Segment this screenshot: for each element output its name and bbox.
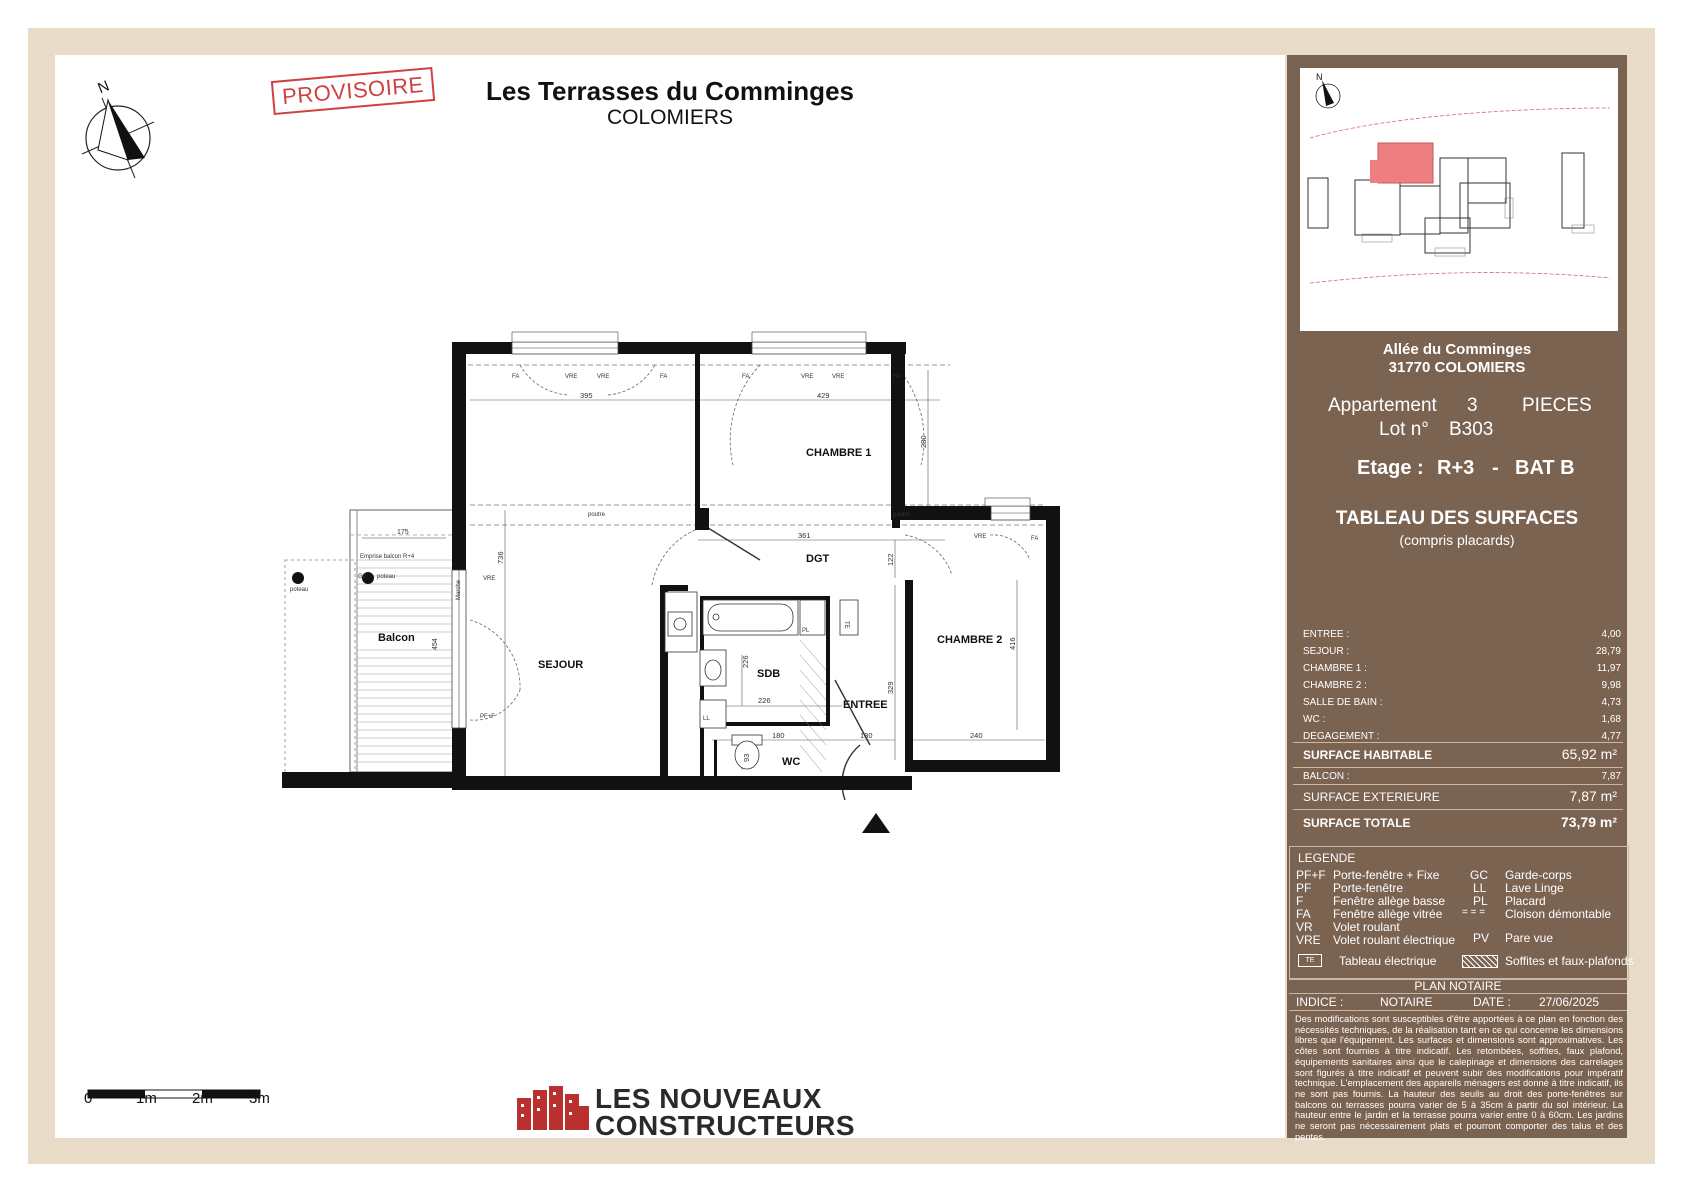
legend-text: Soffites et faux-plafonds (1505, 954, 1634, 968)
north-compass-icon (82, 77, 154, 178)
etage-label: Etage : (1357, 457, 1424, 479)
legend-text: Garde-corps (1505, 868, 1572, 882)
surface-label: ENTREE : (1303, 629, 1350, 640)
legend-soffite-swatch (1462, 955, 1498, 968)
building-location-map (1300, 68, 1618, 331)
nouveaux-constructeurs-logo-icon (515, 1084, 591, 1132)
project-city: COLOMIERS (606, 106, 734, 129)
emprise-label: Emprise balcon R+4 (360, 554, 415, 560)
batiment: BAT B (1515, 457, 1575, 479)
legend-code: F (1296, 894, 1304, 908)
legend-text: Fenêtre allège vitrée (1333, 907, 1443, 921)
surface-value: 1,68 (1601, 714, 1621, 725)
window-code: FA (893, 374, 901, 380)
window-code: VRE (565, 374, 578, 380)
legend-text: Lave Linge (1505, 881, 1564, 895)
beam-lines (468, 365, 1045, 525)
legend-text: Porte-fenêtre (1333, 881, 1404, 895)
legend-text: Tableau électrique (1339, 954, 1437, 968)
window-code: VRE (832, 374, 845, 380)
surface-label: CHAMBRE 2 : (1303, 680, 1367, 691)
surface-row (1303, 695, 1621, 711)
scale-label: 2m (192, 1090, 213, 1107)
room-label-entree: ENTREE (843, 699, 888, 711)
surface-exterieure-row (1293, 784, 1623, 810)
project-title: Les Terrasses du Comminges (486, 76, 854, 106)
surface-row (1303, 644, 1621, 660)
window-code: FA (512, 374, 520, 380)
room-label-balcon: Balcon (378, 632, 415, 644)
disclaimer-text: Des modifications sont susceptibles d'être apportées à ce plan en fonction des nécessités techniques, de la réalisation tant en ce qui concerne les dimensions libres que l'équipement. Les surfaces et dimensions sont approximatives. Les côtes sont fournies à titre indicatif. Les retombées, soffites, faux plafond, équipements sanitaires ainsi que le calepinage et dimensions des carrelages sont figurés à titre indicatif et peuvent subir des modifications pour impératif technique. L'emplacement des appareils ménagers est donné à titre indicatif, ils ne sont pas fournis. La hauteur des seuils au droit des porte-fenêtres sur balcons ou terrasses pourra varier de 5 à 35cm à partir du sol intérieur. La hauteur entre le jardin et la terrasse pourra varier entre 0 à 60cm. Les jardins ne seront pas nécessairement plats et pourront comporter des talus et des pentes. (1295, 1014, 1623, 1142)
dim-label: 180 (772, 731, 785, 740)
date-label: DATE : (1473, 995, 1511, 1009)
dim-label: 416 (1008, 637, 1017, 650)
surface-label: WC : (1303, 714, 1326, 725)
surface-row (1303, 627, 1621, 643)
window-code: VRE (597, 374, 610, 380)
dim-label: 175 (397, 529, 409, 536)
compass-north-label: N (95, 77, 112, 98)
etage-separator: - (1492, 457, 1499, 479)
date-value: 27/06/2025 (1539, 995, 1600, 1009)
surface-row (1303, 661, 1621, 677)
legend-text: Cloison démontable (1505, 907, 1612, 921)
room-label-chambre2: CHAMBRE 2 (937, 634, 1003, 646)
legend-text: Volet roulant (1333, 920, 1400, 934)
legend-code: PL (1473, 894, 1488, 908)
surfaces-table-subtitle: (compris placards) (1399, 532, 1515, 548)
window-code: FA (660, 374, 668, 380)
room-label-chambre1: CHAMBRE 1 (806, 447, 872, 459)
legend-text: Volet roulant électrique (1333, 933, 1456, 947)
dim-label: 240 (970, 731, 983, 740)
placard-label: PL (802, 628, 810, 634)
company-logo-text (595, 1085, 855, 1139)
lot-label: Lot n° (1379, 419, 1429, 440)
address-city: 31770 COLOMIERS (1388, 359, 1526, 376)
legend-title: LEGENDE (1298, 851, 1356, 865)
surface-label: SEJOUR : (1303, 646, 1350, 657)
window-code: VRE (974, 534, 987, 540)
washing-machine-label: LL (703, 716, 710, 722)
step-label: Marche (456, 579, 462, 600)
surface-value: 28,79 (1595, 646, 1621, 657)
dim-label: 122 (886, 553, 895, 566)
surface-value: 9,98 (1601, 680, 1621, 691)
legend-te-swatch: TE (1298, 954, 1322, 967)
beam-label: poutre (893, 512, 911, 518)
scale-label: 1m (136, 1090, 157, 1107)
electrical-panel-label: TE (843, 621, 849, 629)
walls (452, 342, 1060, 790)
dim-label: 361 (798, 531, 811, 540)
dim-label: 736 (496, 551, 505, 564)
beam-label: poutre (588, 512, 606, 518)
surface-row (1303, 712, 1621, 728)
indice-value: NOTAIRE (1380, 995, 1433, 1009)
dim-label: 130 (860, 731, 873, 740)
apartment-highlight (1378, 143, 1433, 183)
surface-habitable-value: 65,92 m² (1561, 746, 1617, 762)
balcon-value: 7,87 (1601, 771, 1621, 782)
surface-value: 4,77 (1601, 731, 1621, 742)
window-code: PF+F (480, 714, 495, 720)
surface-value: 4,73 (1601, 697, 1621, 708)
pieces-count: 3 (1467, 395, 1478, 416)
surface-value: 4,00 (1601, 629, 1621, 640)
window-code: FA (742, 374, 750, 380)
surface-totale-label: SURFACE TOTALE (1303, 816, 1411, 830)
surface-label: SALLE DE BAIN : (1303, 697, 1383, 708)
surface-label: DEGAGEMENT : (1303, 731, 1380, 742)
legend-code: = = = (1462, 907, 1486, 918)
dim-label: 226 (758, 696, 771, 705)
surfaces-table-title: TABLEAU DES SURFACES (1335, 508, 1579, 529)
surface-label: CHAMBRE 1 : (1303, 663, 1367, 674)
legend-text: Placard (1505, 894, 1546, 908)
legend-code: VRE (1296, 933, 1321, 947)
legend-code: VR (1296, 920, 1313, 934)
scale-bar (86, 1088, 266, 1108)
poteau-label: poteau (290, 587, 309, 593)
lot-value: B303 (1449, 419, 1494, 440)
surface-habitable-row (1293, 742, 1623, 768)
indice-label: INDICE : (1296, 995, 1344, 1009)
provisional-stamp: PROVISOIRE (271, 67, 435, 115)
logo-line-1: LES NOUVEAUX (595, 1083, 822, 1114)
dim-label: 280 (919, 435, 928, 448)
surface-habitable-label: SURFACE HABITABLE (1303, 748, 1433, 762)
logo-line-2: CONSTRUCTEURS (595, 1110, 856, 1141)
surface-exterieure-label: SURFACE EXTERIEURE (1303, 790, 1440, 804)
garde-corps-label: GC (358, 574, 367, 580)
balcon-row (1303, 769, 1621, 785)
window-code: VRE (801, 374, 814, 380)
appartement-label: Appartement (1328, 395, 1437, 416)
dim-label: 226 (741, 655, 750, 668)
surface-row (1303, 678, 1621, 694)
legend-code: GC (1470, 868, 1488, 882)
legend-code: FA (1296, 907, 1311, 921)
room-label-sdb: SDB (757, 668, 781, 680)
mini-compass-north: N (1316, 72, 1323, 82)
plan-notaire-label: PLAN NOTAIRE (1289, 978, 1627, 994)
dim-label: 395 (580, 391, 593, 400)
legend-text: Pare vue (1505, 931, 1554, 945)
dimension-lines (470, 370, 1045, 782)
room-label-dgt: DGT (806, 553, 830, 565)
dim-label: 329 (886, 681, 895, 694)
balcon-label: BALCON : (1303, 771, 1350, 782)
entrance-arrow-icon (862, 813, 890, 833)
legend-code: LL (1473, 881, 1487, 895)
pieces-label: PIECES (1522, 395, 1592, 416)
window-code: VRE (483, 576, 496, 582)
mini-compass-icon (1316, 72, 1340, 108)
legend-code: PF (1296, 881, 1312, 895)
balcony-area (282, 510, 453, 788)
window-code: FA (1031, 536, 1039, 542)
scale-label: 0 (84, 1090, 93, 1107)
room-label-sejour: SEJOUR (538, 659, 584, 671)
scale-label: 3m (249, 1090, 270, 1107)
legend-code: PF+F (1296, 868, 1326, 882)
dim-label: 93 (742, 753, 751, 762)
address-street: Allée du Comminges (1382, 341, 1532, 358)
address (1287, 341, 1627, 377)
etage-value: R+3 (1437, 457, 1475, 479)
legend-text: Fenêtre allège basse (1333, 894, 1446, 908)
surface-totale-value: 73,79 m² (1560, 814, 1617, 830)
surface-totale-row (1293, 811, 1623, 835)
legend-code: PV (1473, 931, 1490, 945)
surface-exterieure-value: 7,87 m² (1569, 788, 1617, 804)
legend-text: Porte-fenêtre + Fixe (1333, 868, 1440, 882)
dim-label: 454 (432, 638, 439, 650)
room-label-wc: WC (782, 756, 801, 768)
poteau-label: poteau (377, 574, 396, 580)
surface-value: 11,97 (1596, 663, 1621, 674)
dim-label: 429 (817, 391, 830, 400)
